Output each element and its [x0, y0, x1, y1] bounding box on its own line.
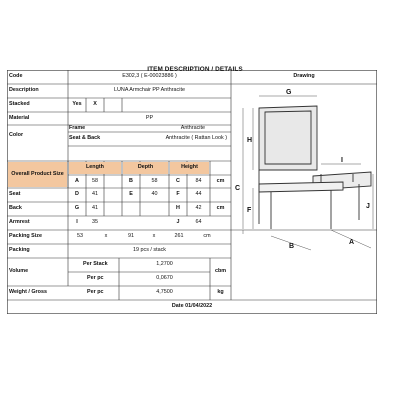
- back-unit: cm: [216, 205, 225, 212]
- packing-size-label: Packing Size: [9, 233, 42, 240]
- back-letter-h: H: [176, 205, 180, 212]
- seat-letter-f: F: [176, 191, 180, 198]
- seat-letter-d: D: [75, 191, 79, 198]
- chair-base-dimensions: [231, 230, 377, 300]
- material-value: PP: [145, 114, 154, 121]
- armrest-label: Armrest: [9, 219, 30, 226]
- seat-back-label: Seat & Back: [69, 135, 101, 142]
- volume-per-stack-label: Per Stack: [83, 261, 108, 268]
- chair-backrest: [259, 106, 317, 170]
- stacked-label: Stacked: [9, 101, 30, 108]
- color-label: Color: [9, 131, 24, 138]
- volume-per-stack-value: 1,2700: [156, 261, 173, 268]
- volume-per-pc-value: 0,0670: [156, 275, 173, 282]
- seat-value-d: 41: [92, 191, 98, 198]
- seat-back-value: Anthracite ( Rattan Look ): [165, 135, 227, 142]
- description-value: LUNA Armchair PP Anthracite: [114, 87, 185, 94]
- stacked-mark: X: [93, 101, 97, 108]
- height-header: Height: [170, 162, 209, 174]
- seat-value-e: 40: [151, 191, 158, 198]
- packing-value: 19 pcs / stack: [133, 247, 166, 254]
- size-letter-c: C: [176, 177, 180, 184]
- drawing-label-i: I: [341, 157, 343, 164]
- back-label: Back: [9, 205, 22, 212]
- back-value-g: 41: [92, 205, 98, 212]
- material-label: Material: [9, 114, 30, 121]
- weight-unit: kg: [217, 289, 224, 296]
- drawing-label-j: J: [366, 203, 370, 210]
- spec-sheet: [7, 70, 377, 314]
- packing-size-value-3: 261: [174, 233, 184, 240]
- chair-seat: [259, 182, 343, 192]
- drawing-label-h: H: [247, 137, 253, 144]
- chair-drawing: [231, 84, 377, 230]
- frame-value: Anthracite: [180, 124, 205, 131]
- packing-label: Packing: [9, 247, 30, 254]
- size-unit: cm: [216, 177, 225, 184]
- size-value-c: 84: [195, 177, 202, 184]
- overall-size-label: Overall Product Size: [8, 162, 67, 187]
- back-letter-g: G: [74, 205, 80, 212]
- packing-size-x-2: x: [152, 233, 156, 240]
- drawing-label: Drawing: [293, 73, 315, 80]
- seat-letter-e: E: [129, 191, 133, 198]
- seat-value-f: 44: [195, 191, 202, 198]
- packing-size-unit: cm: [203, 233, 211, 240]
- drawing-label-c: C: [235, 185, 241, 192]
- armrest-value-j: 64: [195, 219, 202, 226]
- drawing-label-g: G: [286, 89, 292, 96]
- drawing-label-f: F: [247, 207, 252, 214]
- description-label: Description: [9, 87, 39, 94]
- armrest-letter-i: I: [76, 219, 78, 226]
- drawing-label-a: A: [349, 239, 355, 246]
- drawing-label-b: B: [289, 243, 295, 250]
- packing-size-x-1: x: [104, 233, 108, 240]
- stacked-yes: Yes: [72, 101, 82, 108]
- armrest-letter-j: J: [176, 219, 180, 226]
- size-letter-a: A: [75, 177, 79, 184]
- frame-label: Frame: [69, 124, 86, 131]
- size-letter-b: B: [129, 177, 133, 184]
- size-value-a: 58: [92, 177, 98, 184]
- packing-size-value-1: 53: [77, 233, 83, 240]
- length-header: Length: [69, 162, 121, 174]
- size-value-b: 58: [151, 177, 158, 184]
- date-footer: Date 01/04/2022: [171, 303, 213, 310]
- depth-header: Depth: [123, 162, 168, 174]
- code-value: E302,3 ( E-00023886 ): [122, 73, 177, 80]
- armrest-value-i: 35: [92, 219, 98, 226]
- packing-size-value-2: 91: [128, 233, 134, 240]
- sheet-title: ITEM DESCRIPTION / DETAILS: [147, 66, 243, 73]
- weight-label: Weight / Gross: [9, 289, 47, 296]
- weight-per-pc-label: Per pc: [87, 289, 104, 296]
- volume-label: Volume: [9, 268, 29, 275]
- back-value-h: 42: [195, 205, 202, 212]
- volume-unit: cbm: [214, 268, 227, 275]
- seat-label: Seat: [9, 191, 21, 198]
- weight-value: 4,7500: [156, 289, 173, 296]
- code-label: Code: [9, 73, 23, 80]
- volume-per-pc-label: Per pc: [87, 275, 104, 282]
